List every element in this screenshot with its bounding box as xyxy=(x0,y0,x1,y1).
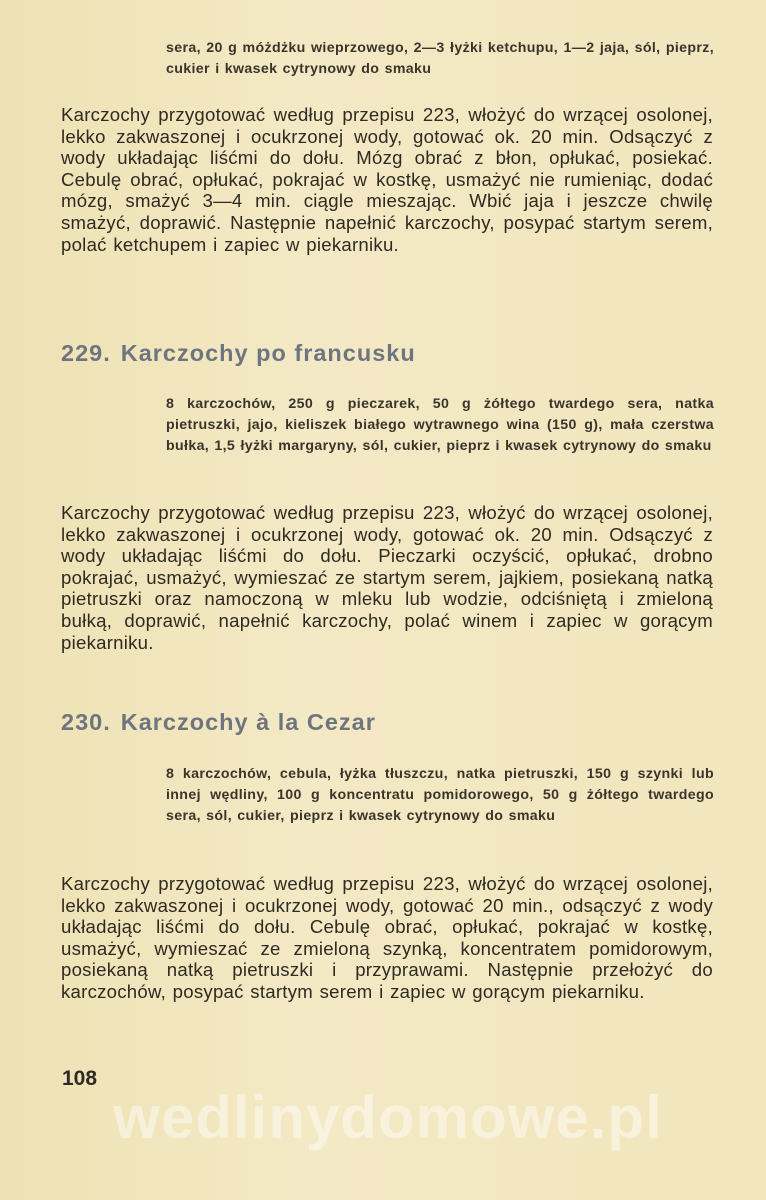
method-text-230: Karczochy przygotować według przepisu 223, włożyć do wrzącej osolonej, lekko zakwaszonej i ocukrzonej wody, gotować 20 min., odsączyć z wody układając liśćmi do dołu. Cebulę obrać, opłukać, pokrajać w kostkę, usmażyć, wymieszać ze zmieloną szynką, koncentratem pomidorowym, posiekaną natką pietruszki i przyprawami. Następnie przełożyć do karczochów, posypać startym serem i zapiec w gorącym piekarniku. xyxy=(61,873,713,1002)
recipe-title: Karczochy à la Cezar xyxy=(120,709,376,735)
ingredients-list-228: sera, 20 g móżdżku wieprzowego, 2—3 łyżki ketchupu, 1—2 jaja, sól, pieprz, cukier i kwasek cytrynowy do smaku xyxy=(166,40,714,77)
ingredients-list-230: 8 karczochów, cebula, łyżka tłuszczu, natka pietruszki, 150 g szynki lub innej wędliny, 100 g koncentratu pomidorowego, 50 g żółtego twardego sera, sól, cukier, pieprz i kwasek cytrynowy do smaku xyxy=(166,766,714,824)
method-text-228: Karczochy przygotować według przepisu 223, włożyć do wrzącej osolonej, lekko zakwaszonej i ocukrzonej wody, gotować ok. 20 min. Odsączyć z wody układając liśćmi do dołu. Mózg obrać z błon, opłukać, posiekać. Cebulę obrać, opłukać, pokrajać w kostkę, usmażyć nie rumieniąc, dodać mózg, smażyć 3—4 min. ciągle mieszając. Wbić jaja i jeszcze chwilę smażyć, doprawić. Następnie napełnić karczochy, posypać startym serem, polać ketchupem i zapiec w piekarniku. xyxy=(61,104,713,255)
watermark: wedlinydomowe.pl xyxy=(113,1084,663,1151)
recipe-number: 230. xyxy=(61,709,111,735)
page-number: 108 xyxy=(62,1067,98,1090)
recipe-number: 229. xyxy=(61,340,111,366)
ingredients-list-229: 8 karczochów, 250 g pieczarek, 50 g żółtego twardego sera, natka pietruszki, jajo, kieliszek białego wytrawnego wina (150 g), mała czerstwa bułka, 1,5 łyżki margaryny, sól, cukier, pieprz i kwasek cytrynowy do smaku xyxy=(166,396,714,454)
method-text-229: Karczochy przygotować według przepisu 223, włożyć do wrzącej osolonej, lekko zakwaszonej i ocukrzonej wody, gotować ok. 20 min. Odsączyć z wody układając liśćmi do dołu. Pieczarki oczyścić, opłukać, drobno pokrajać, usmażyć, wymieszać ze startym serem, jajkiem, posiekaną natką pietruszki oraz namoczoną w mleku lub wodzie, odciśniętą i zmieloną bułką, doprawić, napełnić karczochy, polać winem i zapiec w gorącym piekarniku. xyxy=(61,502,713,653)
recipe-title: Karczochy po francusku xyxy=(120,340,416,366)
recipe-heading-229 xyxy=(61,340,416,367)
recipe-heading-230 xyxy=(61,709,376,736)
